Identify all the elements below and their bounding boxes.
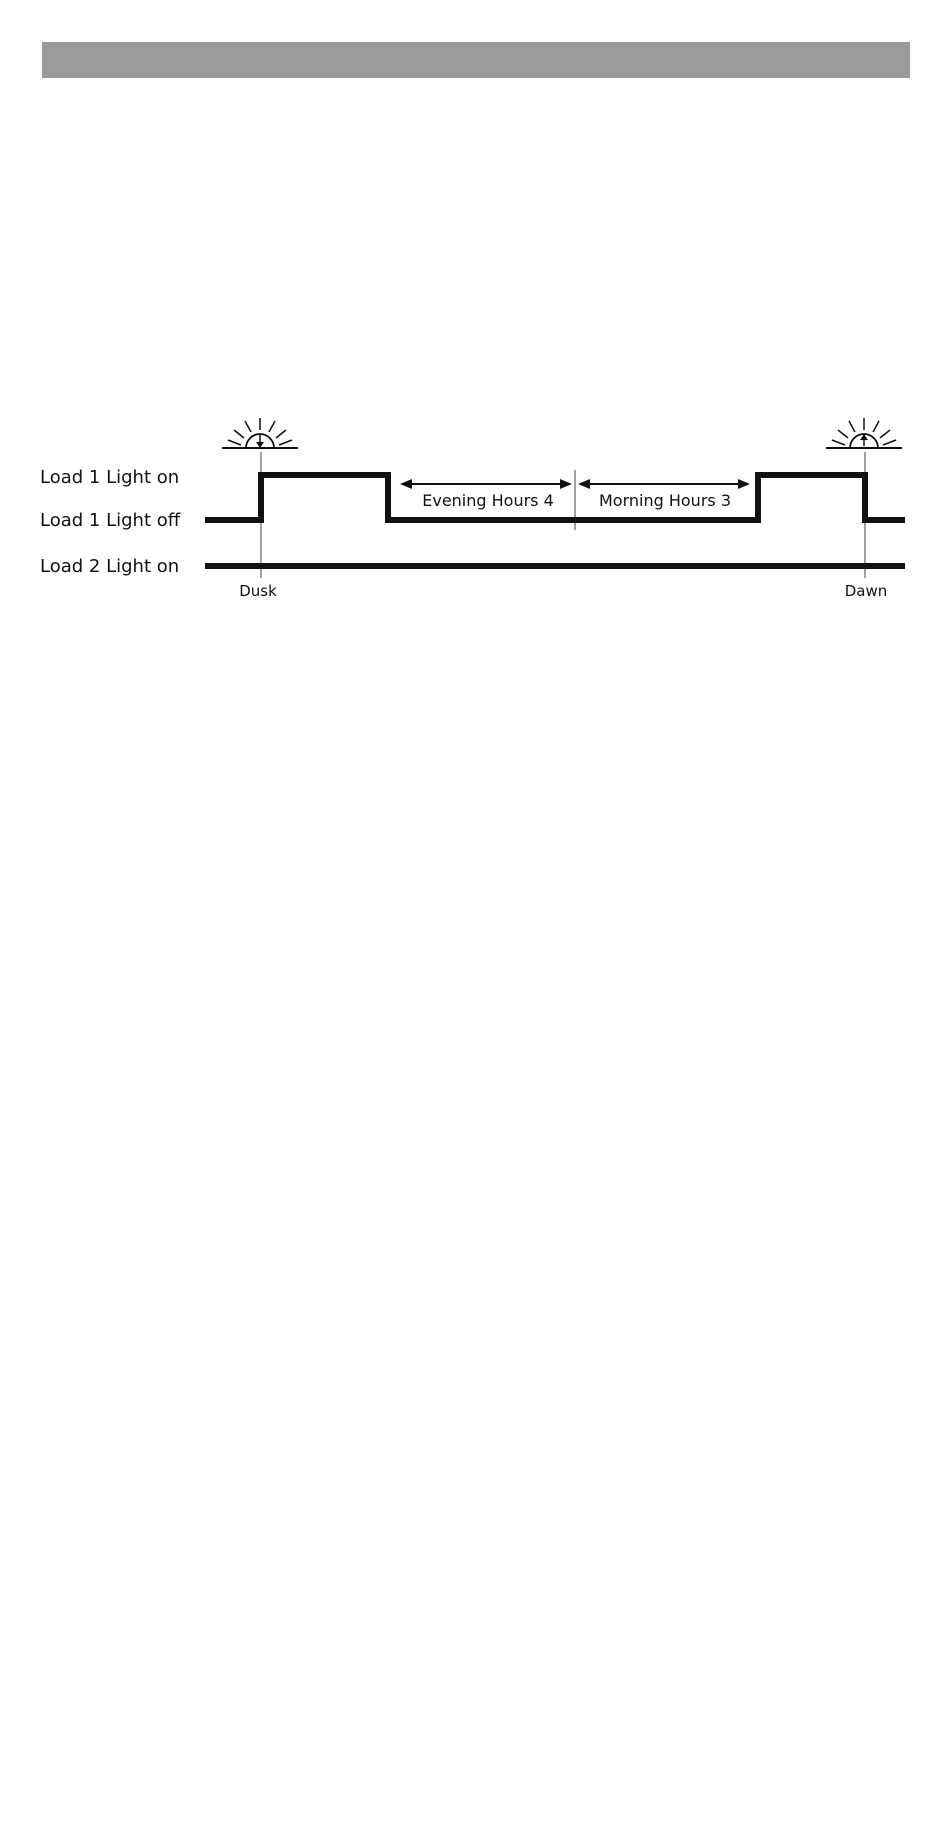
- load1-waveform: [205, 475, 905, 520]
- row-label-load1-on: Load 1 Light on: [40, 467, 180, 488]
- evening-hours-arrow: [400, 479, 572, 489]
- header-bar: [42, 42, 910, 78]
- morning-hours-arrow: [578, 479, 750, 489]
- row-label-load2-on: Load 2 Light on: [40, 556, 180, 577]
- timing-diagram: [0, 400, 950, 620]
- row-label-load1-off: Load 1 Light off: [40, 510, 181, 531]
- evening-hours-label: Evening Hours 4: [422, 491, 554, 510]
- sunrise-icon: [826, 418, 902, 448]
- dawn-label: Dawn: [844, 582, 888, 600]
- morning-hours-label: Morning Hours 3: [599, 491, 731, 510]
- sunset-icon: [222, 418, 298, 448]
- dusk-label: Dusk: [239, 582, 277, 600]
